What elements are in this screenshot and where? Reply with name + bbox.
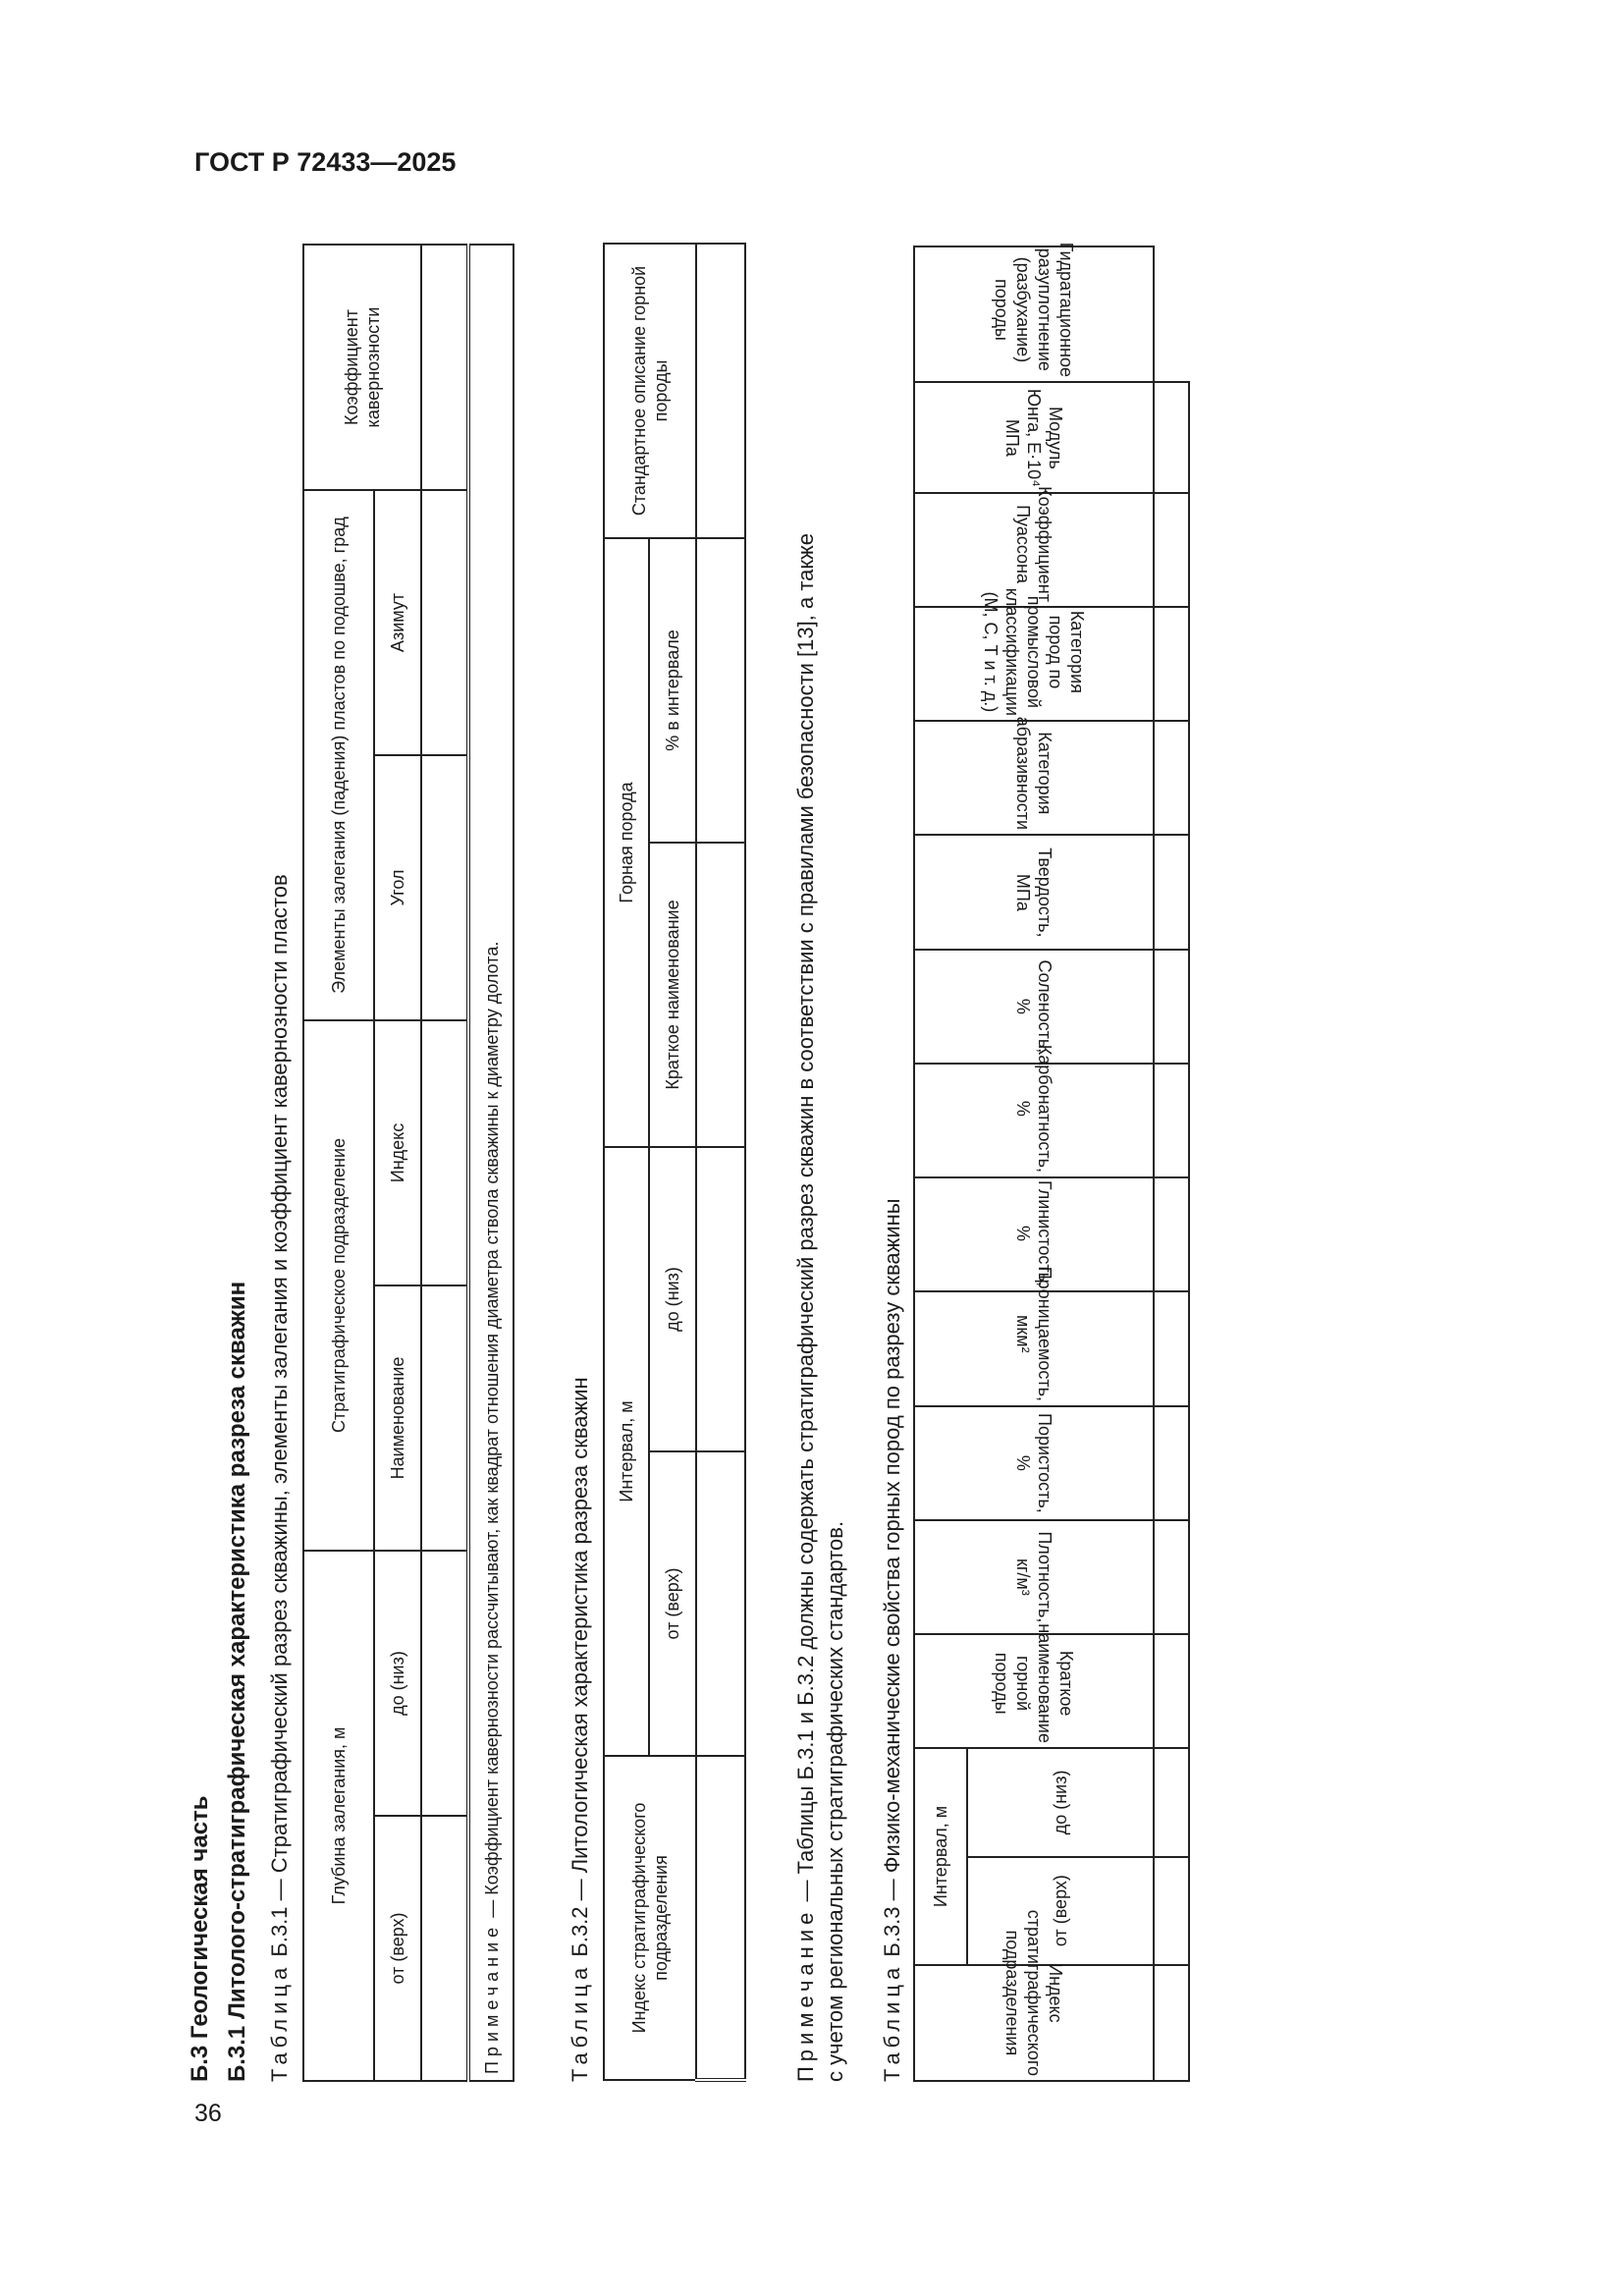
table2-header-index: Индекс стратиграфического подразделения xyxy=(604,1756,696,2080)
table3-cell xyxy=(1154,493,1189,607)
table1-caption-label: Таблица xyxy=(267,1962,292,2082)
table2-header-interval: Интервал, м xyxy=(604,1147,649,1756)
table3-cell xyxy=(1154,721,1189,835)
table3-header-index: Индекс стратиграфического подразделения xyxy=(914,1965,1154,2081)
table1-header-strat: Стратиграфическое подразделение xyxy=(303,1020,374,1551)
table3-caption xyxy=(880,1198,905,2082)
table2-cell xyxy=(696,538,745,843)
table1-sub-to: до (низ) xyxy=(374,1551,421,1816)
table2 xyxy=(603,243,746,2082)
note2-label: Примечание xyxy=(793,1907,818,2082)
table3-header-col: Категория пород по промысловой классификации (М, С, Т и т. д.) xyxy=(914,607,1154,721)
table3-header-col: Глинистость, % xyxy=(914,1177,1154,1291)
document-header: ГОСТ Р 72433—2025 xyxy=(194,147,457,177)
table3-cell xyxy=(1154,1634,1189,1748)
table2-sub-from: от (верх) xyxy=(649,1451,696,1756)
table2-caption-label: Таблица xyxy=(568,1962,592,2082)
table3-cell xyxy=(1154,1520,1189,1634)
subsection-title: Б.3.1 Литолого-стратиграфическая характеристика разреза скважин xyxy=(224,1281,250,2082)
table3-header-col: Категория абразивности xyxy=(914,721,1154,835)
table1-sub-name: Наименование xyxy=(374,1285,421,1551)
table1-cell xyxy=(421,1285,468,1551)
rotated-content xyxy=(187,236,1306,2082)
table1-cell xyxy=(421,245,468,490)
table2-caption-text: Б.3.2 — Литологическая характеристика разреза скважин xyxy=(568,1377,592,1957)
table3-cell xyxy=(1154,1965,1189,2081)
table2-header-rock: Горная порода xyxy=(604,538,649,1147)
table2-sub-to: до (низ) xyxy=(649,1147,696,1451)
note2-text2: с учетом региональных стратиграфических стандартов. xyxy=(823,1520,847,2082)
table1-cell xyxy=(421,490,468,755)
table1-header-depth: Глубина залегания, м xyxy=(303,1551,374,2081)
table1-cell xyxy=(421,1551,468,1816)
table3-header-col: Твердость, МПа xyxy=(914,835,1154,949)
table3-cell xyxy=(1154,1857,1189,1965)
table1-sub-from: от (верх) xyxy=(374,1816,421,2081)
table1-sub-index: Индекс xyxy=(374,1020,421,1285)
table3-header-col: Модуль Юнга, Е·10⁴ МПа xyxy=(914,382,1154,492)
table3-cell xyxy=(1154,382,1189,492)
table3-header-col: Плотность, кг/м³ xyxy=(914,1520,1154,1634)
table3-cell xyxy=(1154,1406,1189,1520)
note2-text1: — Таблицы Б.3.1 и Б.3.2 должны содержать стратиграфический разрез скважин в соответствии с правилами безопасности [13], а также xyxy=(793,533,818,1902)
table1-header-cavernosity: Коэффициент кавернозности xyxy=(303,245,421,490)
table2-caption xyxy=(568,1377,593,2082)
table3-cell xyxy=(1154,835,1189,949)
table3-sub-to: до (низ) xyxy=(967,1748,1154,1856)
table2-cell xyxy=(696,244,745,538)
note2 xyxy=(791,533,850,2082)
table2-sub-short: Краткое наименование xyxy=(649,843,696,1147)
section-title: Б.3 Геологическая часть xyxy=(187,1795,213,2082)
table2-cell xyxy=(696,1451,745,1756)
table3-header-col: Соленость, % xyxy=(914,950,1154,1064)
note2-line1 xyxy=(791,533,821,2082)
table1-cell xyxy=(421,755,468,1020)
table1-cell xyxy=(421,1816,468,2081)
table3-header-col: Карбонатность, % xyxy=(914,1064,1154,1177)
table3-header-interval: Интервал, м xyxy=(914,1748,967,1964)
table1-sub-azimuth: Азимут xyxy=(374,490,421,755)
table3 xyxy=(913,243,1190,2082)
table3-sub-from: от (верх) xyxy=(967,1857,1154,1965)
table3-cell xyxy=(1154,1748,1189,1856)
table3-caption-text: Б.3.3 — Физико-механические свойства горных пород по разрезу скважины xyxy=(880,1198,904,1957)
page-number: 36 xyxy=(194,2100,222,2127)
table1-caption xyxy=(267,874,293,2082)
table1 xyxy=(302,244,514,2082)
table1-cell xyxy=(421,1020,468,1285)
table1-note-text: — Коэффициент кавернозности рассчитывают, как квадрат отношения диаметра ствола скважины к диаметру долота. xyxy=(481,941,502,1918)
table1-note-label: Примечание xyxy=(481,1922,502,2074)
table2-cell xyxy=(696,1147,745,1451)
table3-header-col: Коэффициент Пуассона xyxy=(914,493,1154,607)
table2-cell xyxy=(696,843,745,1147)
table3-caption-label: Таблица xyxy=(880,1962,904,2082)
table2-cell xyxy=(696,1756,745,2080)
table1-sub-angle: Угол xyxy=(374,755,421,1020)
table2-header-standard: Стандартное описание горной породы xyxy=(604,244,696,538)
table3-cell xyxy=(1154,1064,1189,1177)
table3-header-col: Пористость, % xyxy=(914,1406,1154,1520)
table3-cell xyxy=(1154,1177,1189,1291)
table3-cell xyxy=(1154,1291,1189,1405)
table3-header-col: Гидратационное разуплотнение (разбухание) породы xyxy=(914,246,1154,382)
table3-header-col: Краткое наименование горной породы xyxy=(914,1634,1154,1748)
table1-note xyxy=(468,245,514,2081)
table3-header-col: Проницаемость, мкм² xyxy=(914,1291,1154,1405)
table1-caption-text: Б.3.1 — Стратиграфический разрез скважины, элементы залегания и коэффициент кавернозности пластов xyxy=(267,874,292,1957)
table3-cell xyxy=(1154,607,1189,721)
table3-cell xyxy=(1154,950,1189,1064)
table2-sub-percent: % в интервале xyxy=(649,538,696,843)
table1-header-elements: Элементы залегания (падения) пластов по подошве, град xyxy=(303,490,374,1020)
